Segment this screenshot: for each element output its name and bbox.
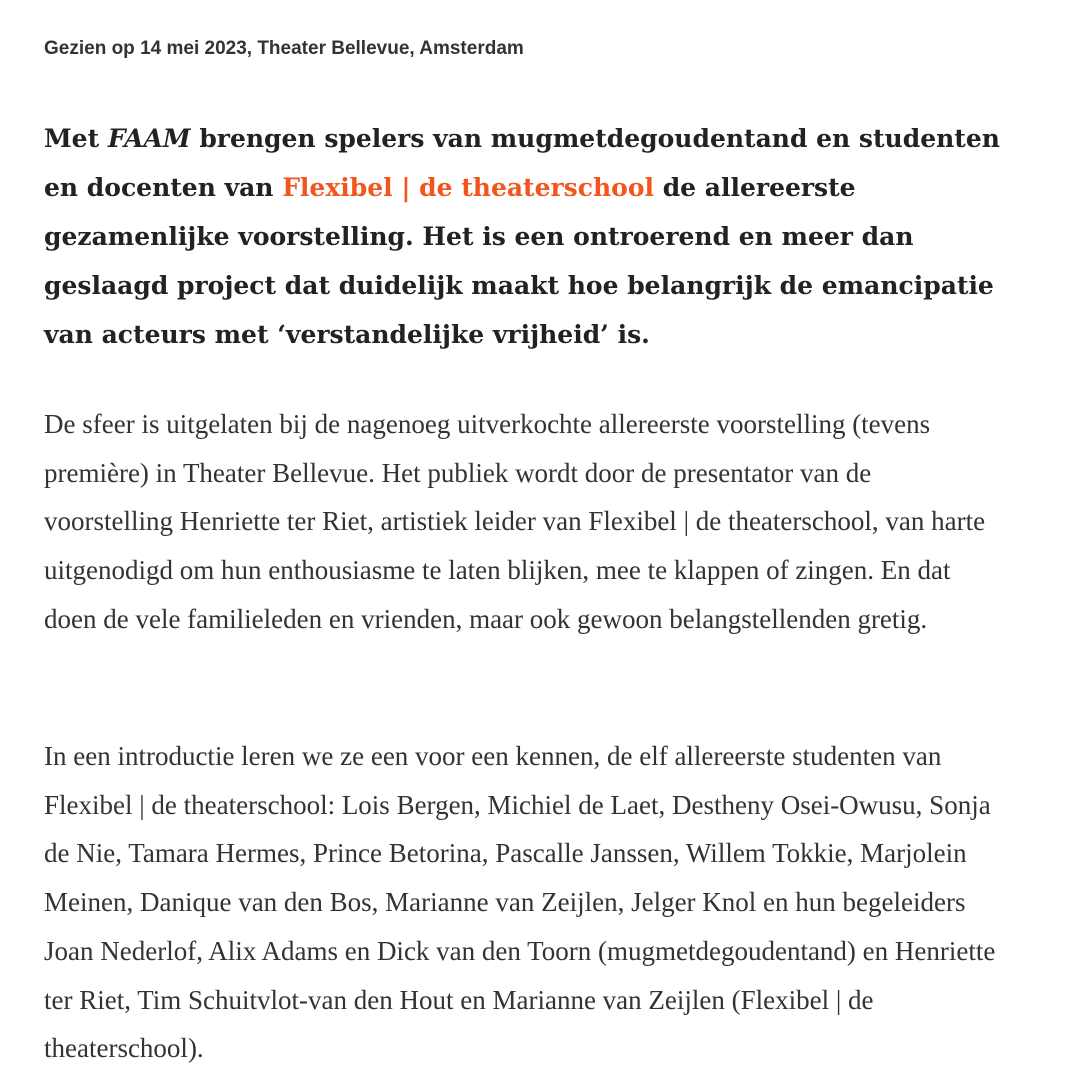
review-meta-line: Gezien op 14 mei 2023, Theater Bellevue, Amsterdam (44, 38, 524, 59)
body-paragraph-2: In een introductie leren we ze een voor een kennen, de elf allereerste studenten van Flexibel | de theaterschool: Lois Bergen, Michiel de Laet, Destheny Osei-Owusu, Sonja de Nie, Tamara Hermes, Prince Betorina, Pascalle Janssen, Willem Tokkie, Marjolein Meinen, Danique van den Bos, Marianne van Zeijlen, Jelger Knol en hun begeleiders Joan Nederlof, Alix Adams en Dick van den Toorn (mugmetdegoudentand) en Henriette ter Riet, Tim Schuitvlot-van den Hout en Marianne van Zeijlen (Flexibel | de theaterschool). (44, 741, 996, 1064)
lead-text-2: brengen spelers van mugmetdegoudentand en studenten en docenten van (44, 124, 1000, 202)
body-paragraph-1: De sfeer is uitgelaten bij de nagenoeg uitverkochte allereerste voorstelling (tevens première) in Theater Bellevue. Het publiek wordt door de presentator van de voorstelling Henriette ter Riet, artistiek leider van Flexibel | de theaterschool, van harte uitgenodigd om hun enthousiasme te laten blijken, mee te klappen of zingen. En dat doen de vele familieleden en vrienden, maar ook gewoon belangstellenden gretig. (44, 409, 986, 634)
article-lead (44, 114, 1004, 359)
flexibel-theaterschool-link[interactable]: Flexibel | de theaterschool (282, 173, 654, 202)
lead-text-3: de allereerste gezamenlijke voorstelling. Het is een ontroerend en meer dan geslaagd project dat duidelijk maakt hoe belangrijk de emancipatie van acteurs met ‘verstandelijke vrijheid’ is. (44, 173, 994, 349)
lead-text-1: Met (44, 124, 108, 153)
production-title: FAAM (107, 124, 191, 153)
